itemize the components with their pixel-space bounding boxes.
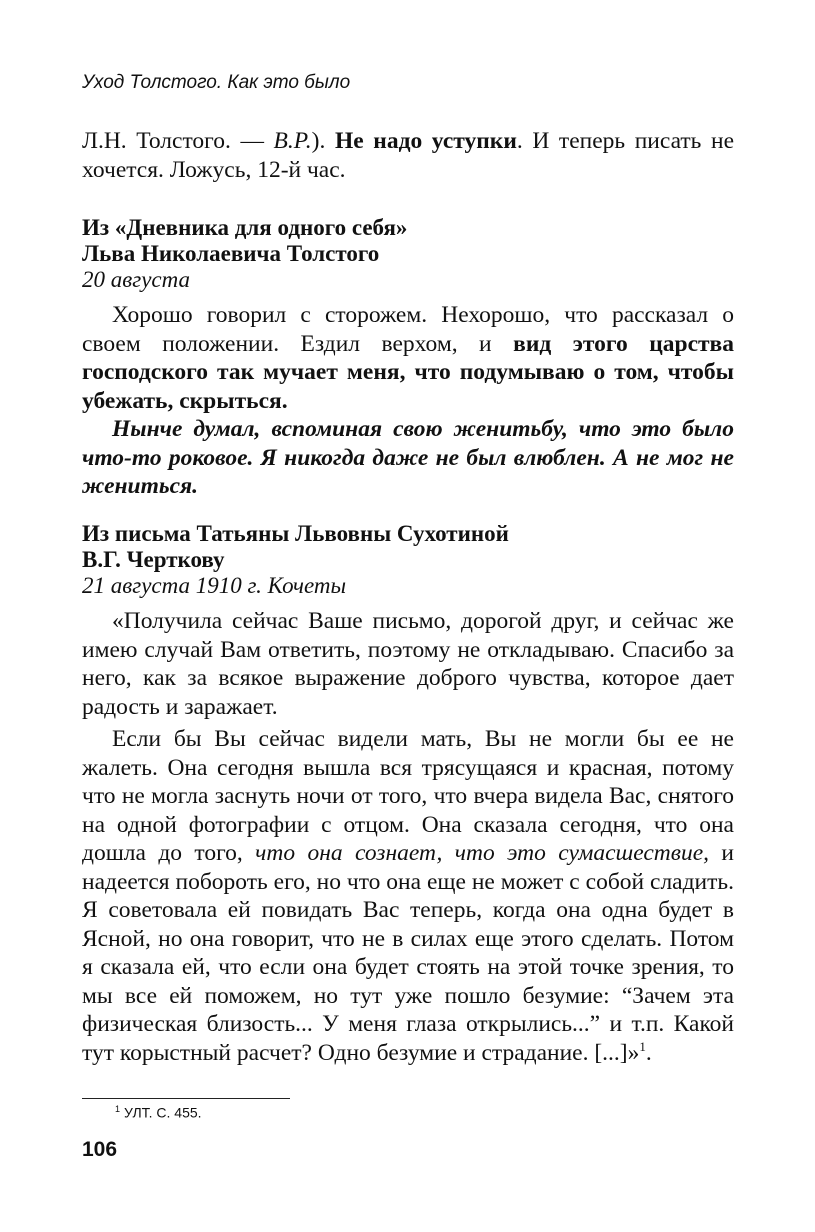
paragraph: Нынче думал, вспоминая свою женитьбу, что это было что-то роковое. Я никогда даже не был влюблен. А не мог не жениться. <box>82 416 734 499</box>
paragraph: Хорошо говорил с сторожем. Нехорошо, что рассказал о своем положении. Ездил верхом, и вид этого царства господского так мучает меня, что подумываю о том, чтобы убежать, скрыться. <box>82 302 734 414</box>
footnote-divider <box>82 1098 290 1099</box>
section-heading: Из письма Татьяны Львовны Сухотиной <box>82 521 509 546</box>
bold-phrase: Не надо уступки <box>334 128 517 154</box>
diary-section <box>82 215 734 501</box>
page-number: 106 <box>82 1138 118 1161</box>
section-date: 21 августа 1910 г. Кочеты <box>82 573 347 598</box>
footnote-marker: 1 <box>115 1104 121 1114</box>
paragraph: «Получила сейчас Ваше письмо, дорогой друг, и сейчас же имею случай Вам ответить, поэтому не откладываю. Спасибо за него, как за всякое выражение доброго чувства, которое дает радость и заражает. <box>82 608 734 720</box>
section-date: 20 августа <box>82 267 191 292</box>
footnote-reference[interactable]: 1 <box>639 1038 646 1054</box>
running-head: Уход Толстого. Как это было <box>82 72 351 93</box>
footnote: $^1$ УЛТ. С. 455. <box>115 1104 202 1121</box>
section-heading: В.Г. Черткову <box>82 547 225 572</box>
letter-section <box>82 521 734 1067</box>
section-heading: Из «Дневника для одного себя» <box>82 215 408 240</box>
continuation-paragraph <box>82 127 734 184</box>
paragraph: Л.Н. Толстого. — В.Р.). Не надо уступки. И теперь писать не хочется. Ложусь, 12-й час. <box>82 128 734 183</box>
paragraph: Если бы Вы сейчас видели мать, Вы не могли бы ее не жалеть. Она сегодня вышла вся трясущаяся и красная, потому что не могла заснуть ночи от того, что вчера видела Вас, снятого на одной фотографии с отцом. Она сказала сегодня, что она дошла до того, что она сознает, что это сумасшествие, и надеется побороть его, но что она еще не может с собой сладить. Я советовала ей повидать Вас теперь, когда она одна будет в Ясной, но она говорит, что не в силах еще этого сделать. Потом я сказала ей, что если она будет стоять на этой точке зрения, то мы все ей поможем, но тут уже пошло безумие: “Зачем эта физическая близость... У меня глаза открылись...” и т.п. Какой тут корыстный расчет? Одно безумие и страдание. [...]»$^1$. <box>82 726 734 1066</box>
bold-phrase: вид этого царства господского так мучает меня, что подумываю о том, чтобы убежать, скрыться. <box>82 330 734 414</box>
section-heading: Льва Николаевича Толстого <box>82 241 380 266</box>
